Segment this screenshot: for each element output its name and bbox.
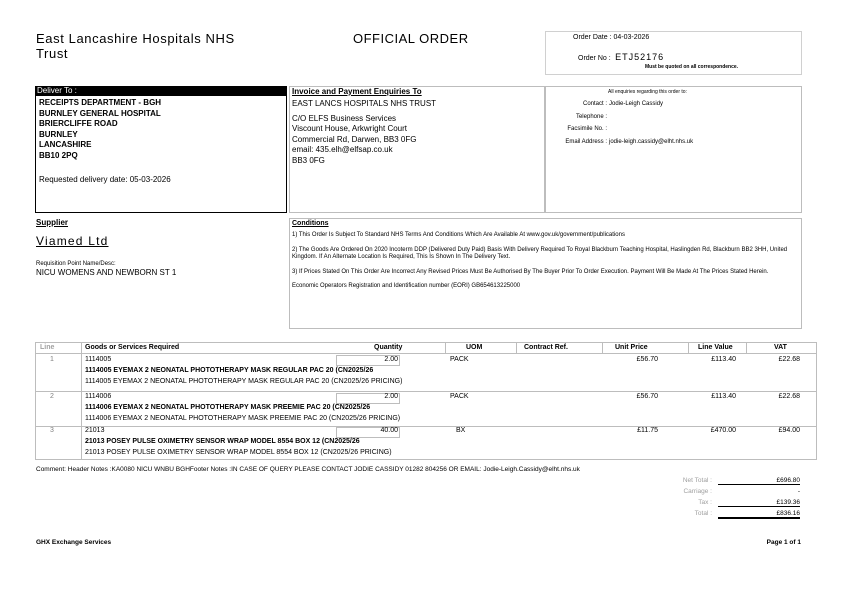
grand-total-value: £836.16 (718, 510, 800, 519)
deliver-address-line: BB10 2PQ (39, 150, 78, 160)
invoice-address-line: BB3 0FG (292, 155, 325, 165)
col-header-vat: VAT (774, 344, 787, 351)
deliver-address-line: RECEIPTS DEPARTMENT - BGH (39, 98, 162, 107)
col-header-line: Line (40, 344, 55, 351)
row-description: 1114005 EYEMAX 2 NEONATAL PHOTOTHERAPY MASK REGULAR PAC 20 (CN2025/26 (85, 367, 374, 374)
requested-delivery-label: Requested delivery date: (39, 175, 128, 184)
conditions-list (292, 232, 797, 291)
row-uom: PACK (450, 356, 469, 363)
deliver-address-line: LANCASHIRE (39, 140, 92, 150)
invoice-address (292, 99, 436, 166)
row-line-number: 2 (50, 393, 54, 400)
order-number-label: Order No : (578, 55, 611, 62)
col-header-goods: Goods or Services Required (85, 344, 180, 351)
requisition-value: NICU WOMENS AND NEWBORN ST 1 (36, 268, 177, 277)
requisition-label: Requisition Point Name/Desc: (36, 261, 116, 267)
enquiries-note: All enquiries regarding this order to: (608, 89, 687, 95)
supplier-title: Supplier (36, 218, 69, 227)
row-line-value: £113.40 (711, 356, 736, 363)
row-vat: £22.68 (778, 356, 800, 363)
row-description-pricing: 1114005 EYEMAX 2 NEONATAL PHOTOTHERAPY MASK REGULAR PAC 20 (CN2025/26 PRICING) (85, 378, 403, 385)
row-unit-price: £11.75 (637, 427, 658, 434)
tax-value: £139.36 (718, 499, 800, 507)
order-number-row (578, 47, 664, 65)
invoice-address-line: Viscount House, Arkwright Court (292, 124, 408, 133)
organisation-name-line2: Trust (36, 46, 69, 61)
invoice-box (289, 86, 545, 213)
invoice-address-line: C/O ELFS Business Services (292, 113, 397, 123)
footer-page-number: Page 1 of 1 (766, 539, 801, 546)
contact-name: Jodie-Leigh Cassidy (609, 101, 664, 107)
row-uom: PACK (450, 393, 469, 400)
contact-box (545, 86, 802, 213)
row-vat: £22.68 (778, 393, 800, 400)
deliver-address-line: BRIERCLIFFE ROAD (39, 119, 118, 129)
conditions-box (289, 218, 802, 329)
col-header-uom: UOM (466, 344, 483, 351)
fax-label: Facsimile No. : (567, 126, 607, 132)
row-line-number: 3 (50, 427, 54, 434)
requested-delivery-row (39, 175, 171, 184)
row-line-number: 1 (50, 356, 54, 363)
deliver-address-line: BURNLEY GENERAL HOSPITAL (39, 108, 161, 118)
supplier-name: Viamed Ltd (36, 234, 109, 248)
invoice-address-line: email: 435.elh@elfsap.co.uk (292, 145, 393, 154)
contact-label: Contact : (582, 101, 607, 107)
deliver-to-box (35, 95, 287, 213)
order-date-row (573, 34, 649, 41)
condition-item: 3) If Prices Stated On This Order Are Incorrect Any Revised Prices Must Be Authorised By The Buyer Prior To Order Execution. Payment Will Be Made At The Prices Stated Herein. (292, 268, 769, 275)
document-title: OFFICIAL ORDER (353, 31, 469, 46)
conditions-title: Conditions (292, 220, 329, 227)
invoice-address-line: EAST LANCS HOSPITALS NHS TRUST (292, 99, 437, 108)
row-quantity: 2.00 (384, 393, 398, 400)
deliver-address-line: BURNLEY (39, 129, 78, 139)
email-value: jodie-leigh.cassidy@elht.nhs.uk (609, 139, 694, 145)
invoice-address-line: Commercial Rd, Darwen, BB3 0FG (292, 134, 417, 144)
invoice-title: Invoice and Payment Enquiries To (292, 87, 422, 96)
row-quantity: 40.00 (380, 427, 398, 434)
organisation-name (36, 31, 235, 61)
row-unit-price: £56.70 (636, 356, 658, 363)
col-header-unit-price: Unit Price (615, 344, 648, 351)
order-info-box (545, 31, 802, 75)
row-code: 21013 (85, 427, 105, 434)
row-description: 21013 POSEY PULSE OXIMETRY SENSOR WRAP MODEL 8554 BOX 12 (CN2025/26 (85, 438, 360, 445)
row-code: 1114005 (85, 356, 112, 363)
row-unit-price: £56.70 (636, 393, 658, 400)
row-uom: BX (456, 427, 466, 434)
col-header-quantity: Quantity (374, 344, 403, 351)
footer-service-name: GHX Exchange Services (36, 539, 112, 546)
organisation-name-line1: East Lancashire Hospitals NHS (36, 31, 235, 46)
condition-item: Economic Operators Registration and Identification number (EORI) GB654613225000 (292, 283, 521, 289)
net-total-value: £696.80 (718, 477, 800, 485)
grand-total-label: Total : (694, 510, 712, 517)
row-line-value: £113.40 (711, 393, 736, 400)
row-description: 1114006 EYEMAX 2 NEONATAL PHOTOTHERAPY MASK PREEMIE PAC 20 (CN2025/26 (85, 404, 371, 411)
condition-item: 2) The Goods Are Ordered On 2020 Incoterm DDP (Delivered Duty Paid) Basis With Delivery Required To Royal Blackburn Teaching Hospital, Haslingden Rd, Blackburn BB2 3HH, United Kingdom. If An Alternate Location Is Required, This Is Shown In The Delivery Text. (292, 246, 788, 260)
col-header-contract: Contract Ref. (524, 344, 568, 351)
quote-note: Must be quoted on all correspondence. (645, 64, 739, 70)
col-header-line-value: Line Value (698, 344, 733, 351)
order-comment: Comment: Header Notes :KA0080 NICU WNBU BGHFooter Notes :IN CASE OF QUERY PLEASE CONTACT JODIE CASSIDY 01282 804256 OR EMAIL: Jodie-Leigh.Cassidy@elht.nhs.uk (36, 466, 580, 473)
items-table (35, 342, 817, 460)
tax-label: Tax : (698, 499, 712, 506)
row-description-pricing: 1114006 EYEMAX 2 NEONATAL PHOTOTHERAPY MASK PREEMIE PAC 20 (CN2025/26 PRICING) (85, 415, 401, 422)
telephone-label: Telephone : (575, 114, 607, 120)
order-date-label: Order Date : (573, 34, 612, 41)
carriage-label: Carriage : (683, 488, 712, 495)
row-vat: £94.00 (778, 427, 800, 434)
email-label: Email Address : (565, 139, 607, 145)
condition-item: 1) This Order Is Subject To Standard NHS Terms And Conditions Which Are Available At www.gov.uk/government/publications (292, 232, 625, 238)
order-number-value: ETJ52176 (615, 52, 665, 62)
carriage-value: - (797, 488, 800, 495)
net-total-label: Net Total : (682, 477, 712, 484)
row-line-value: £470.00 (710, 427, 736, 434)
order-date-value: 04-03-2026 (613, 34, 650, 41)
deliver-to-title: Deliver To : (37, 86, 77, 95)
row-quantity: 2.00 (384, 356, 398, 363)
row-code: 1114006 (85, 393, 112, 400)
requested-delivery-date: 05-03-2026 (129, 175, 171, 184)
row-description-pricing: 21013 POSEY PULSE OXIMETRY SENSOR WRAP MODEL 8554 BOX 12 (CN2025/26 PRICING) (85, 449, 392, 456)
deliver-address (39, 98, 161, 162)
